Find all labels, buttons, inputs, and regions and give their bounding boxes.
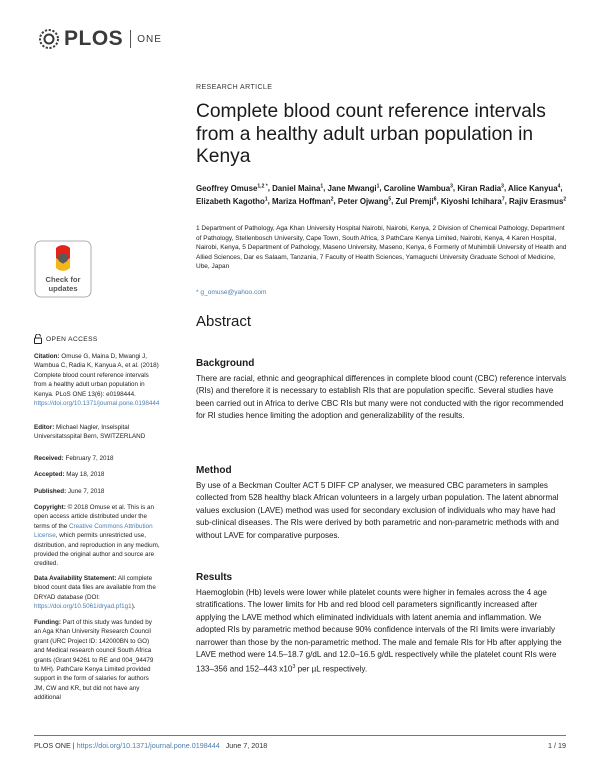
method-heading: Method <box>196 465 232 476</box>
footer-doi-link[interactable]: https://doi.org/10.1371/journal.pone.0198444 <box>76 741 220 750</box>
open-access-label: OPEN ACCESS <box>46 335 98 343</box>
author-name: Kiran Radia$^3$ <box>457 183 504 193</box>
license-link[interactable]: Creative Commons Attribution License <box>34 522 153 540</box>
affiliations: 1 Department of Pathology, Aga Khan University Hospital Nairobi, Nairobi, Kenya, 2 Division of Chemical Pathology, Department of Pathology, Stellenbosch University, Cape Town, South Africa, 3 PathCare Kenya Limited, Nairobi, Kenya, 4 Karen Hospital, Nairobi, Kenya, 5 Department of Pathology, Maseno University, Maseno, Kenya, 6 Formerly of Muhimbili University of Health and Allied Sciences, Dar es Salaam, Tanzania, 7 Faculty of Health Sciences, Yamaguchi University Graduate School of Medicine, Ube, Japan <box>196 225 567 271</box>
check-for-updates-badge[interactable] <box>34 240 92 298</box>
article-title: Complete blood count reference intervals from a healthy adult urban population in Kenya <box>196 101 546 168</box>
background-text: There are racial, ethnic and geographical differences in complete blood count (CBC) reference intervals (RIs) and therefore it is necessary to establish RIs that are population specific. Several studies have been carried out in Africa to derive CBC RIs but many were not conducted with the rigor recommended for RI studies hence limiting the adoption and generalizability of the results. <box>196 374 567 421</box>
received-date: Received: February 7, 2018 <box>34 455 114 462</box>
results-heading: Results <box>196 572 233 583</box>
funding-block: Funding: Part of this study was funded by an Aga Khan University Research Council grant (URC Project ID: 142000BN to GO) and Medical research council South Africa grants (Grant 94261 to RE and 004_94479 to MH). PathCare Kenya Limited provided support in the form of salaries for authors JM, CW and KR, but did not have any additional <box>34 619 154 702</box>
accepted-date: Accepted: May 18, 2018 <box>34 471 105 478</box>
article-type: RESEARCH ARTICLE <box>196 84 273 91</box>
logo-text: PLOS <box>64 27 124 50</box>
author-name: Peter Ojwang$^5$ <box>337 196 392 206</box>
results-section <box>196 572 568 677</box>
crossmark-line1: Check for <box>45 275 81 284</box>
plos-logo-icon <box>38 28 60 50</box>
data-availability-block: Data Availability Statement: All complete blood count data files are available from the DRYAD database (DOI: https://doi.org/10.5061/dryad.pf1g1). <box>34 575 156 611</box>
results-text: Haemoglobin (Hb) levels were lower while platelet counts were higher in females across the 4 age stratifications. The lower limits for Hb and red blood cell parameters significantly increased after applying the LAVE method which eliminated individuals with latent anemia and inflammation. We adopted RIs by parametric method because 90% confidence intervals of the RI limits were invariably narrower than those by the non-parametric method. The male and female RIs for Hb after applying the LAVE method were 14.5–18.7 g/dL and 12.0–16.5 g/dL respectively while the platelet count RIs were 133–356 and 152–443 $x10^3$ per µL respectively. <box>196 588 562 675</box>
abstract-heading: Abstract <box>196 313 252 330</box>
page-footer <box>34 735 566 750</box>
open-lock-icon <box>34 334 42 344</box>
crossmark-line2: updates <box>48 284 78 293</box>
plos-one-logo[interactable] <box>38 27 162 51</box>
author-name: Geoffrey Omuse$^{1,2 *}$ <box>196 183 268 193</box>
author-list: Geoffrey Omuse$^{1,2 *}$, Daniel Maina$^1$, Jane Mwangi$^1$, Caroline Wambua$^3$, Kiran Radia$^3$, Alice Kanyua$^4$, Elizabeth Kagotho$^1$, Mariza Hoffman$^2$, Peter Ojwang$^5$, Zul Premji$^6$, Kiyoshi Ichihara$^7$, Rajiv Erasmus$^2$ <box>196 183 567 206</box>
copyright-block: Copyright: © 2018 Omuse et al. This is an open access article distributed under the terms of the Creative Commons Attribution License, which permits unrestricted use, distribution, and reproduction in any medium, provided the original author and source are credited. <box>34 504 160 568</box>
author-name: Rajiv Erasmus$^2$ <box>508 196 567 206</box>
author-name: Daniel Maina$^1$ <box>272 183 324 193</box>
author-name: Kiyoshi Ichihara$^7$ <box>440 196 505 206</box>
citation-doi-link[interactable]: https://doi.org/10.1371/journal.pone.0198444 <box>34 400 160 408</box>
journal-name: ONE <box>137 33 162 45</box>
author-name: Jane Mwangi$^1$ <box>327 183 380 193</box>
author-name: Caroline Wambua$^3$ <box>383 183 453 193</box>
footer-citation: PLOS ONE | https://doi.org/10.1371/journal.pone.0198444 June 7, 2018 <box>34 741 268 750</box>
citation-block: Citation: Omuse G, Maina D, Mwangi J, Wambua C, Radia K, Kanyua A, et al. (2018) Complete blood count reference intervals from a healthy adult urban population in Kenya. PLoS ONE 13(6): e0198444. https://doi.org/10.1371/journal.pone.0198444 <box>34 353 160 408</box>
logo-divider <box>130 30 131 48</box>
background-heading: Background <box>196 358 255 369</box>
email-link[interactable]: * g_omuse@yahoo.com <box>196 289 267 296</box>
background-section <box>196 358 568 423</box>
method-section <box>196 465 568 542</box>
published-date: Published: June 7, 2018 <box>34 488 105 495</box>
corresponding-email <box>196 281 568 299</box>
editor-block: Editor: Michael Nagler, Inselspital Universitatsspital Bern, SWITZERLAND <box>34 424 146 441</box>
author-name: Elizabeth Kagotho$^1$ <box>196 196 268 206</box>
dryad-link[interactable]: https://doi.org/10.5061/dryad.pf1g1 <box>34 603 132 611</box>
author-name: Zul Premji$^6$ <box>395 196 437 206</box>
open-access-badge <box>34 334 98 344</box>
author-name: Alice Kanyua$^4$ <box>508 183 561 193</box>
method-text: By use of a Beckman Coulter ACT 5 DIFF CP analyser, we measured CBC parameters in samples collected from 528 healthy black African volunteers in a largely urban population. The latent abnormal values exclusion (LAVE) method was used for secondary exclusion of individuals who may have had sub-clinical diseases. The RIs were derived by both parametric and non-parametric methods with and without LAVE for comparative purposes. <box>196 481 559 540</box>
page-number: 1 / 19 <box>548 741 566 750</box>
author-name: Mariza Hoffman$^2$ <box>272 196 334 206</box>
